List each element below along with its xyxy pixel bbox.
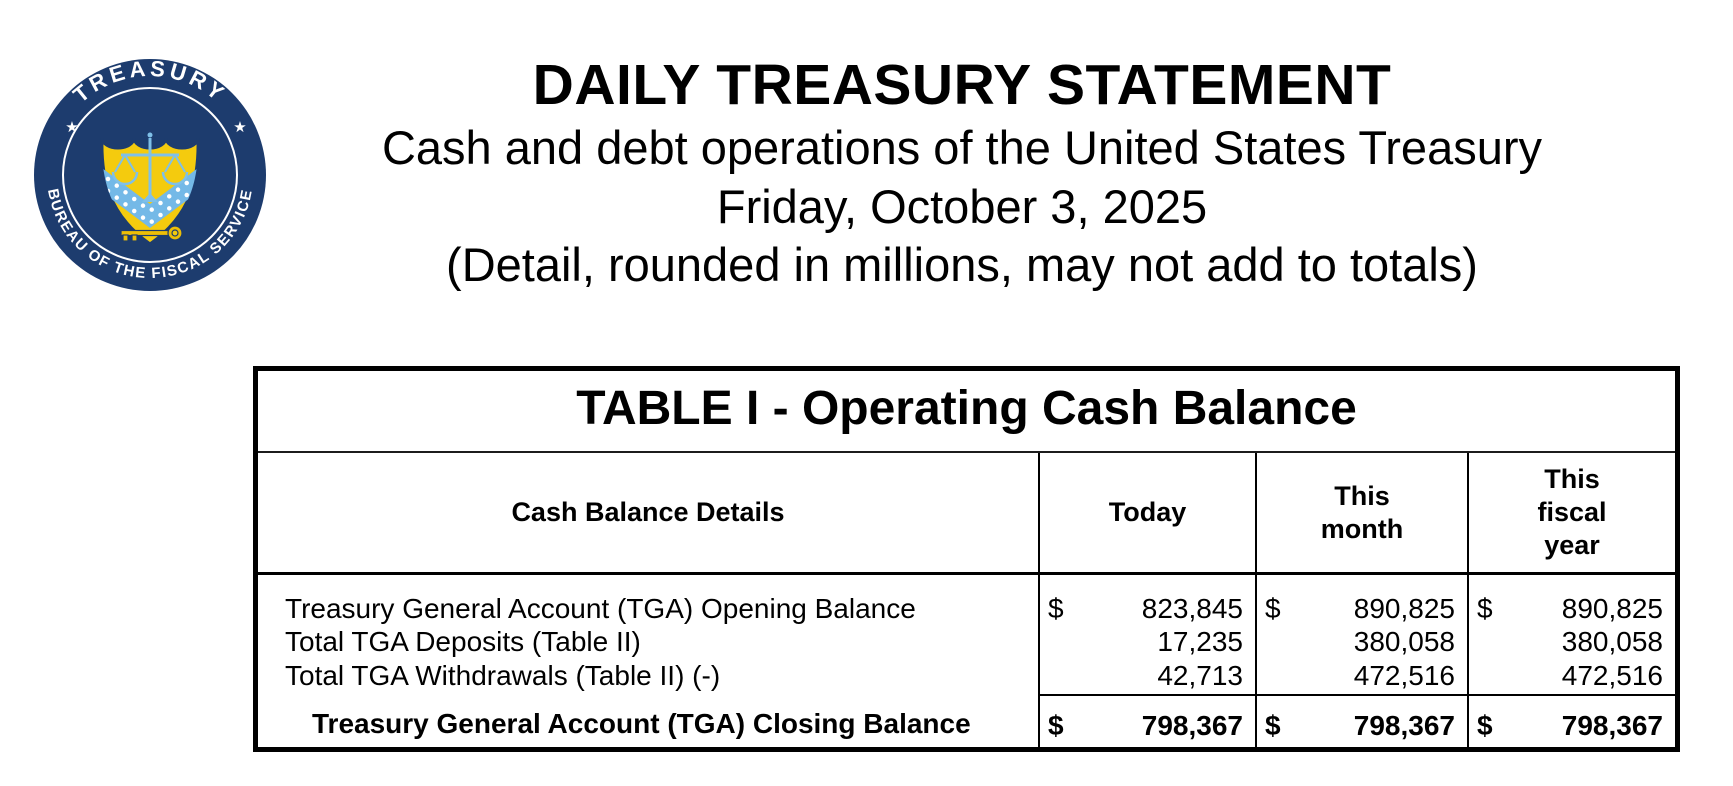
- column-header-this-fiscal-year: This fiscal year: [1467, 453, 1675, 575]
- seal-top-text: TREASURY: [68, 58, 232, 108]
- column-fiscal-year-values: [1467, 575, 1675, 694]
- column-month-values: [1255, 575, 1467, 694]
- closing-balance-today: $ 798,367: [1038, 694, 1255, 747]
- operating-cash-balance-table: [253, 366, 1680, 752]
- table-title: TABLE I - Operating Cash Balance: [258, 371, 1675, 453]
- column-header-cash-balance-details: Cash Balance Details: [258, 453, 1038, 575]
- row-label-withdrawals: Total TGA Withdrawals (Table II) (-): [285, 659, 721, 691]
- statement-date: Friday, October 3, 2025: [716, 179, 1208, 233]
- star-icon: ★: [65, 119, 79, 136]
- cell-withdrawals-month: 472,516: [1353, 659, 1455, 691]
- cell-opening-fiscal-year: $ 890,825: [1477, 593, 1663, 624]
- dollar-sign: $: [1265, 593, 1281, 624]
- closing-balance-fiscal-year: $ 798,367: [1467, 694, 1675, 747]
- row-label-opening-balance: Treasury General Account (TGA) Opening Balance: [285, 593, 916, 624]
- cell-deposits-today: 17,235: [1157, 626, 1243, 658]
- dollar-sign: $: [1048, 710, 1064, 741]
- star-icon: ★: [233, 119, 247, 136]
- column-today-values: [1038, 575, 1255, 694]
- column-header-today: Today: [1038, 453, 1255, 575]
- column-header-this-month: This month: [1255, 453, 1467, 575]
- rounding-note: (Detail, rounded in millions, may not add to totals): [446, 238, 1478, 291]
- cell-opening-month: $ 890,825: [1265, 593, 1455, 624]
- dollar-sign: $: [1477, 593, 1493, 624]
- seal-bottom-text: BUREAU OF THE FISCAL SERVICE: [43, 187, 257, 283]
- closing-balance-month: $ 798,367: [1255, 694, 1467, 747]
- document-title: DAILY TREASURY STATEMENT: [532, 53, 1392, 117]
- dollar-sign: $: [1477, 710, 1493, 741]
- cell-withdrawals-today: 42,713: [1157, 659, 1243, 691]
- closing-balance-label: Treasury General Account (TGA) Closing Balance: [312, 708, 971, 739]
- cell-withdrawals-fiscal-year: 472,516: [1561, 659, 1663, 691]
- cell-deposits-fiscal-year: 380,058: [1561, 626, 1663, 658]
- cell-opening-today: $ 823,845: [1048, 593, 1243, 624]
- dollar-sign: $: [1265, 710, 1281, 741]
- document-header: [192, 52, 1732, 294]
- row-label-deposits: Total TGA Deposits (Table II): [285, 626, 641, 658]
- cell-deposits-month: 380,058: [1353, 626, 1455, 658]
- document-subtitle: Cash and debt operations of the United States Treasury: [381, 121, 1543, 174]
- dollar-sign: $: [1048, 593, 1064, 624]
- row-labels: [258, 575, 1038, 694]
